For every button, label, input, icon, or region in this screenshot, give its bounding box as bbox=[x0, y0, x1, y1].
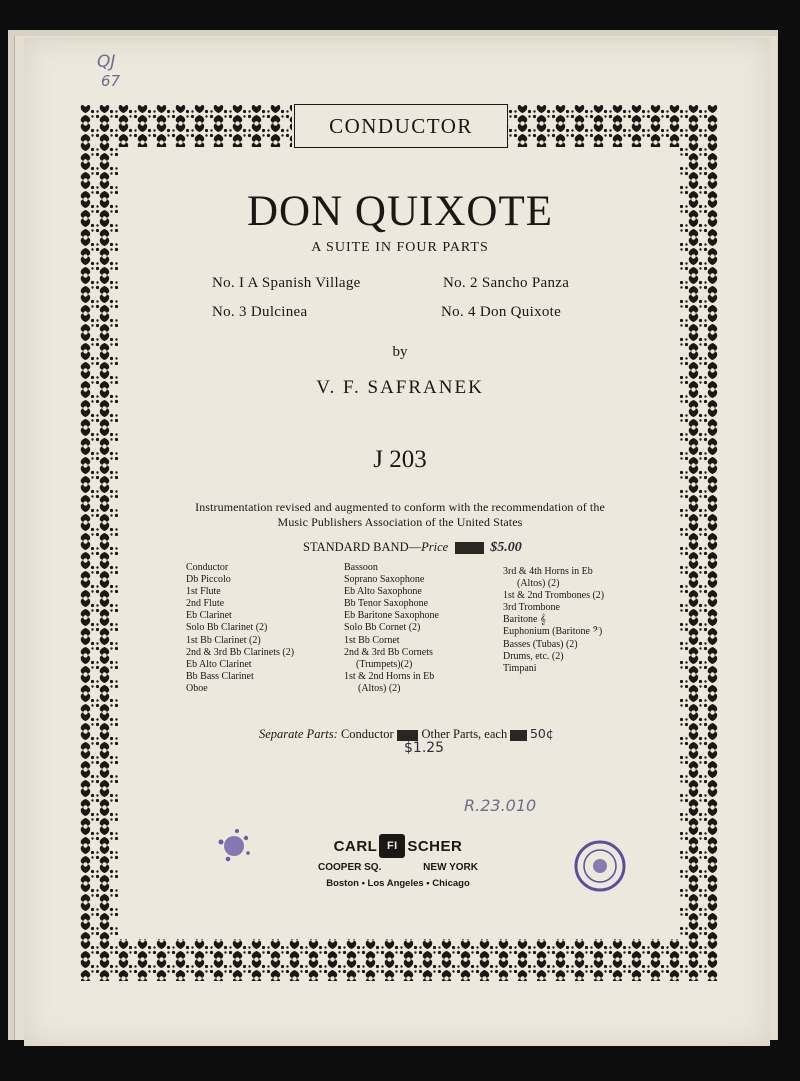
old-price-blackout: $3.00 bbox=[457, 542, 483, 554]
list-item: 1st Flute bbox=[186, 586, 221, 598]
price-word: Price bbox=[421, 540, 449, 554]
publisher-imprint bbox=[318, 834, 478, 889]
publisher-address-right: NEW YORK bbox=[423, 862, 478, 873]
note-line-1: Instrumentation revised and augmented to conform with the recommendation of the bbox=[195, 500, 605, 514]
list-item: 2nd & 3rd Bb Clarinets (2) bbox=[186, 646, 295, 658]
list-item: (Trumpets)(2) bbox=[356, 658, 413, 670]
publisher-name bbox=[318, 834, 478, 858]
call-number-sub-mark: 67 bbox=[101, 72, 121, 90]
part-4: No. 4 Don Quixote bbox=[441, 304, 562, 320]
instrument-list-col-1 bbox=[186, 562, 294, 695]
instrumentation-note bbox=[0, 500, 800, 529]
list-item: 1st & 2nd Trombones (2) bbox=[503, 590, 605, 602]
list-item: Eb Clarinet bbox=[186, 610, 232, 622]
list-item: (Altos) (2) bbox=[517, 578, 560, 590]
header-label: CONDUCTOR bbox=[294, 104, 508, 148]
part-2: No. 2 Sancho Panza bbox=[443, 275, 570, 291]
other-old-price: .35 bbox=[512, 730, 525, 741]
conductor-label: Conductor bbox=[340, 727, 394, 741]
list-item: 1st Bb Clarinet (2) bbox=[186, 634, 261, 646]
catalog-number: J 203 bbox=[373, 446, 427, 473]
page-title: DON QUIXOTE bbox=[247, 188, 553, 235]
call-number-mark: QJ bbox=[97, 52, 116, 72]
separate-parts-label: Separate Parts: bbox=[259, 727, 338, 741]
new-price: $5.00 bbox=[490, 540, 522, 555]
subtitle: A SUITE IN FOUR PARTS bbox=[311, 240, 489, 255]
list-item: Eb Alto Clarinet bbox=[186, 658, 252, 670]
list-item: 1st & 2nd Horns in Eb bbox=[344, 670, 435, 682]
list-item: (Altos) (2) bbox=[358, 682, 401, 694]
other-parts-label: Other Parts, each bbox=[421, 727, 508, 741]
list-item: Soprano Saxophone bbox=[344, 574, 425, 586]
other-new-price: 50¢ bbox=[529, 726, 554, 741]
part-3: No. 3 Dulcinea bbox=[212, 304, 308, 320]
list-item: Eb Alto Saxophone bbox=[344, 586, 422, 598]
list-item: Baritone 𝄞 bbox=[503, 614, 546, 626]
publisher-cities: Boston • Los Angeles • Chicago bbox=[326, 878, 470, 889]
instrument-list-col-3 bbox=[503, 566, 604, 675]
list-item: Oboe bbox=[186, 682, 208, 694]
list-item: Solo Bb Clarinet (2) bbox=[186, 622, 268, 634]
list-item: Bassoon bbox=[344, 562, 378, 573]
instrument-list-col-2 bbox=[344, 562, 439, 695]
publisher-name-left: CARL bbox=[333, 837, 378, 855]
list-item: 3rd & 4th Horns in Eb bbox=[503, 566, 593, 577]
list-item: 2nd & 3rd Bb Cornets bbox=[344, 646, 433, 658]
list-item: Drums, etc. (2) bbox=[503, 650, 564, 662]
publisher-address-left: COOPER SQ. bbox=[318, 862, 382, 873]
publisher-address bbox=[318, 862, 478, 873]
publisher-name-right: SCHER bbox=[407, 837, 463, 855]
publisher-logo: FI bbox=[379, 834, 405, 858]
list-item: Db Piccolo bbox=[186, 574, 231, 586]
conductor-old-price: $.50 bbox=[398, 730, 417, 741]
list-item: Euphonium (Baritone 𝄢) bbox=[503, 626, 603, 638]
list-item: Basses (Tubas) (2) bbox=[503, 638, 578, 650]
list-item: Solo Bb Cornet (2) bbox=[344, 622, 421, 634]
note-line-2: Music Publishers Association of the United States bbox=[277, 514, 523, 529]
list-item: 2nd Flute bbox=[186, 598, 225, 610]
standard-band-label: STANDARD BAND— bbox=[303, 540, 422, 554]
conductor-new-price: $1.25 bbox=[404, 740, 445, 756]
by-label: by bbox=[392, 344, 408, 360]
list-item: 1st Bb Cornet bbox=[344, 634, 400, 646]
list-item: Timpani bbox=[503, 662, 537, 674]
list-item: Eb Baritone Saxophone bbox=[344, 610, 439, 622]
composer-name: V. F. SAFRANEK bbox=[316, 377, 484, 398]
list-item: Bb Bass Clarinet bbox=[186, 670, 254, 682]
part-1: No. I A Spanish Village bbox=[212, 275, 361, 291]
list-item: Conductor bbox=[186, 562, 229, 573]
list-item: Bb Tenor Saxophone bbox=[344, 598, 429, 610]
accession-mark: R.23.010 bbox=[464, 796, 537, 815]
standard-band-price bbox=[303, 540, 522, 556]
list-item: 3rd Trombone bbox=[503, 602, 560, 614]
